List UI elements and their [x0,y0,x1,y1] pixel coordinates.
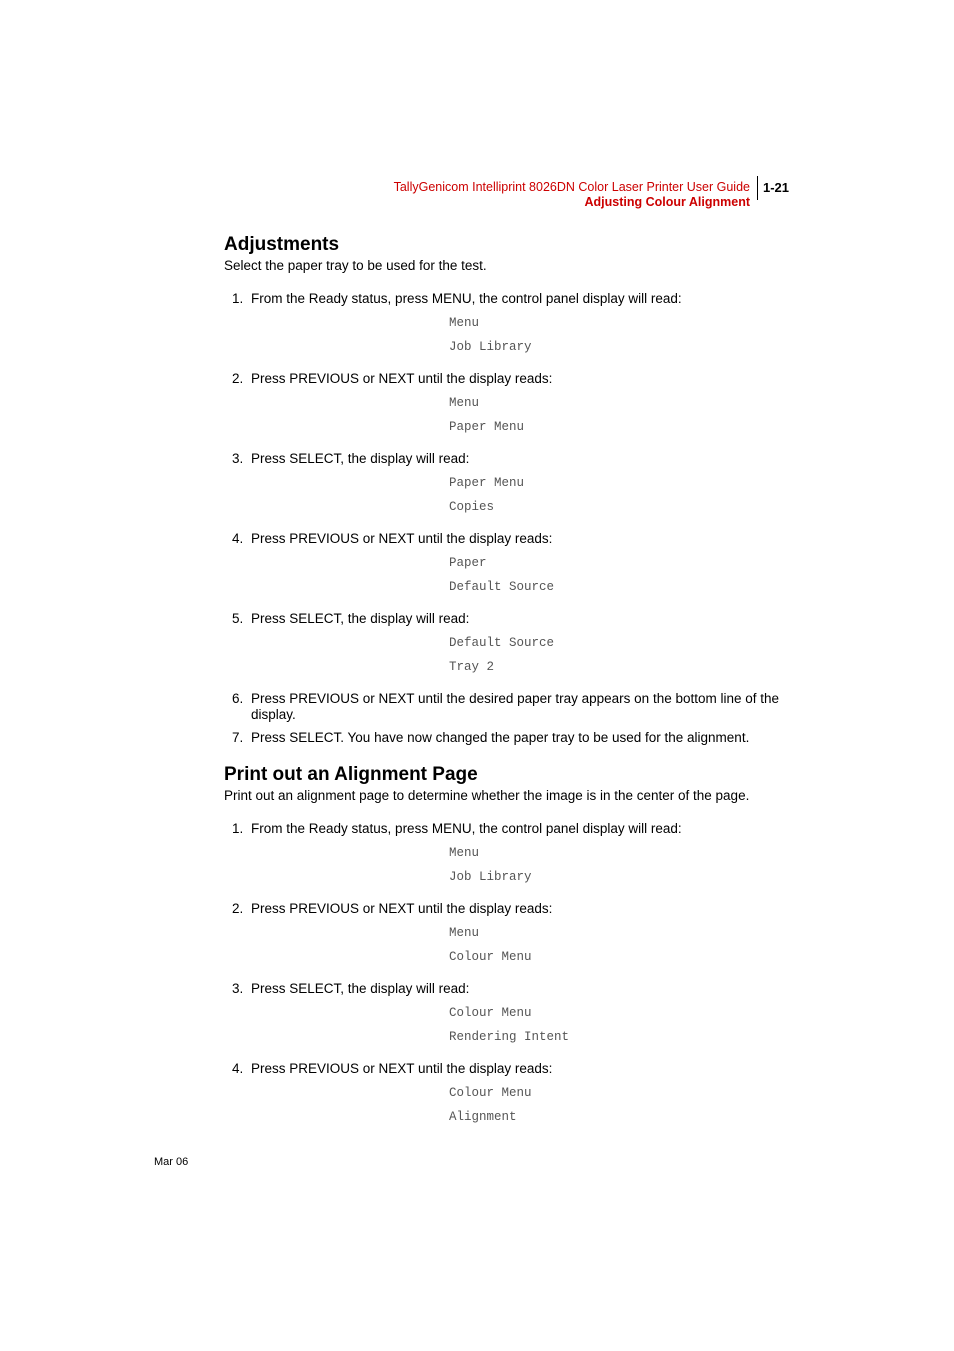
list-item [224,531,804,604]
steps-list [224,821,804,1134]
display-readout [449,1006,804,1054]
step-text: Press SELECT, the display will read: [251,611,470,626]
step-number: 5. [232,611,244,626]
section-intro: Print out an alignment page to determine whether the image is in the center of the page. [224,788,750,803]
list-item [224,730,804,746]
section-intro: Select the paper tray to be used for the test. [224,258,487,273]
list-item [224,1061,804,1134]
step-number: 2. [232,371,244,386]
page-content [224,233,804,1141]
display-line: Paper [449,556,487,570]
display-readout [449,316,804,364]
list-item [224,451,804,524]
steps-list [224,291,804,746]
step-number: 3. [232,981,244,996]
adjustments-section [224,233,804,746]
running-header [394,180,750,210]
display-line: Colour Menu [449,1006,532,1020]
list-item [224,821,804,894]
display-line: Colour Menu [449,950,532,964]
list-item [224,981,804,1054]
display-line: Alignment [449,1110,517,1124]
display-line: Job Library [449,340,532,354]
section-heading: Adjustments [224,234,340,255]
display-line: Job Library [449,870,532,884]
step-number: 3. [232,451,244,466]
step-number: 7. [232,730,244,745]
step-number: 1. [232,291,244,306]
display-line: Paper Menu [449,420,525,434]
step-text: From the Ready status, press MENU, the control panel display will read: [251,821,682,836]
list-item [224,901,804,974]
display-line: Default Source [449,636,555,650]
step-text: From the Ready status, press MENU, the control panel display will read: [251,291,682,306]
display-readout [449,476,804,524]
list-item [224,611,804,684]
step-text: Press SELECT. You have now changed the paper tray to be used for the alignment. [251,730,750,745]
step-text: Press PREVIOUS or NEXT until the display reads: [251,531,553,546]
step-number: 1. [232,821,244,836]
step-text: Press SELECT, the display will read: [251,981,470,996]
section-heading: Print out an Alignment Page [224,764,478,785]
step-number: 4. [232,531,244,546]
display-line: Rendering Intent [449,1030,570,1044]
display-line: Menu [449,396,480,410]
list-item [224,371,804,444]
display-line: Copies [449,500,495,514]
display-line: Tray 2 [449,660,495,674]
step-text: Press SELECT, the display will read: [251,451,470,466]
alignment-page-section [224,763,804,1134]
list-item [224,691,804,723]
display-line: Menu [449,926,480,940]
step-number: 4. [232,1061,244,1076]
step-number: 6. [232,691,244,706]
list-item [224,291,804,364]
step-text: Press PREVIOUS or NEXT until the display reads: [251,371,553,386]
display-line: Colour Menu [449,1086,532,1100]
footer-date: Mar 06 [154,1156,189,1168]
step-text: Press PREVIOUS or NEXT until the display reads: [251,1061,553,1076]
step-number: 2. [232,901,244,916]
display-line: Menu [449,846,480,860]
display-readout [449,636,804,684]
header-divider [757,176,758,200]
display-readout [449,846,804,894]
display-line: Menu [449,316,480,330]
step-text: Press PREVIOUS or NEXT until the display reads: [251,901,553,916]
display-line: Default Source [449,580,555,594]
display-readout [449,1086,804,1134]
page-number: 1-21 [763,180,790,195]
display-line: Paper Menu [449,476,525,490]
document-title: TallyGenicom Intelliprint 8026DN Color Laser Printer User Guide [393,180,750,194]
display-readout [449,556,804,604]
display-readout [449,396,804,444]
section-title: Adjusting Colour Alignment [584,195,750,209]
step-text: Press PREVIOUS or NEXT until the desired paper tray appears on the bottom line of the display. [251,691,780,722]
display-readout [449,926,804,974]
